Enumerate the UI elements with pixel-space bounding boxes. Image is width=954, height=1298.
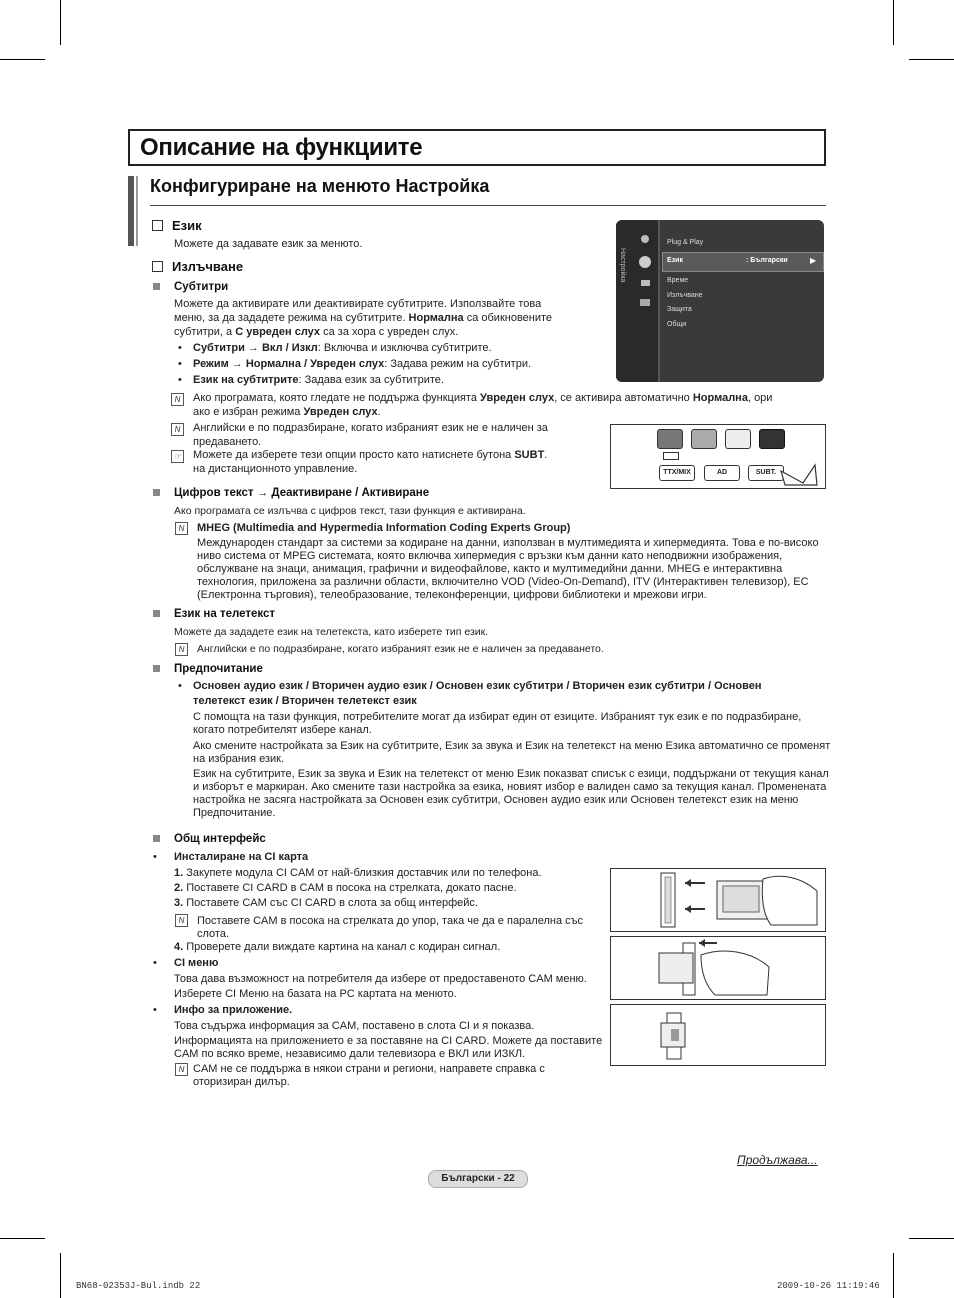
osd-sidebar-divider <box>658 220 660 382</box>
square-bullet-icon <box>153 489 160 496</box>
subt-button: SUBT. <box>748 465 784 481</box>
osd-item-language[interactable]: Език <box>667 257 683 264</box>
osd-selected-row[interactable] <box>662 252 824 272</box>
bullet-icon: • <box>178 374 182 386</box>
note-icon: N <box>171 393 184 406</box>
ci-step-note-b: слота. <box>197 928 230 940</box>
subtitle-note-1b: ако е избран режима Увреден слух. <box>193 406 381 418</box>
picture-icon <box>641 235 649 243</box>
continued-label: Продължава... <box>737 1153 818 1167</box>
footer-timestamp: 2009-10-26 11:19:46 <box>777 1281 880 1291</box>
app-note-a: CAM не се поддържа в някои страни и региони, направете справка с <box>193 1063 545 1075</box>
subtitle-bullet-2: Режим → Нормална / Увреден слух: Задава режим на субтитри. <box>193 358 532 370</box>
note-icon: N <box>171 423 184 436</box>
mheg-line-4: технология, приложена за различни области, включително VOD (Video-On-Demand), ITV (Интерактивен телевизор), EC <box>197 576 809 588</box>
crop-mark <box>0 59 45 60</box>
preference-p3-3: настройка не засяга настройката за Основен език субтитри, Основен аудио език или Основен телетекст език на меню <box>193 794 799 806</box>
subtitle-bullet-3: Език на субтитрите: Задава език за субтитрите. <box>193 374 444 386</box>
subtitle-note-1a: Ако програмата, която гледате не поддържа функцията Увреден слух, се активира автоматично Нормална, ори <box>193 392 773 404</box>
color-key-green <box>691 429 717 449</box>
subtitles-text-c: субтитри, а С увреден слух са за хора с увреден слух. <box>174 326 459 338</box>
teletext-lang-heading: Език на телетекст <box>174 608 276 620</box>
ci-card-figure-1 <box>610 868 826 932</box>
section-divider <box>150 205 826 206</box>
ci-step-1: 1. Закупете модула CI CAM от най-близкия доставчик или по телефона. <box>174 867 542 879</box>
color-key-red <box>657 429 683 449</box>
page-title: Описание на функциите <box>140 134 423 161</box>
ci-step-4: 4. Проверете дали виждате картина на канал с кодиран сигнал. <box>174 941 501 953</box>
preference-p1-2: когато потребителят избере канал. <box>193 724 372 736</box>
language-text: Можете да задавате език за менюто. <box>174 238 363 250</box>
color-key-yellow <box>725 429 751 449</box>
mheg-title: MHEG (Multimedia and Hypermedia Information Coding Experts Group) <box>197 522 571 534</box>
ci-card-figure-3 <box>610 1004 826 1066</box>
section-bar-accent <box>136 176 138 246</box>
app-icon <box>640 299 650 306</box>
mheg-line-5: (Електронна търговия), телеобразование, телеконференции, цифрови библиотеки и мрежови игри. <box>197 589 707 601</box>
preference-p3-2: и изборът е маркиран. Ако смените тази настройка за езика, новият избор е валиден само за текущия канал. Променената <box>193 781 827 793</box>
subtitles-text-b: меню, за да зададете режима на субтитрите. Нормална са обикновените <box>174 312 553 324</box>
hand-note-icon: ☞ <box>171 450 184 463</box>
square-bullet-icon <box>153 283 160 290</box>
bullet-icon: • <box>178 358 182 370</box>
heading-broadcast-label: Излъчване <box>172 259 244 274</box>
bullet-icon: • <box>153 957 157 969</box>
checkbox-square-icon <box>152 220 163 231</box>
app-info-text-1: Това съдържа информация за CAM, поставено в слота CI и я показва. <box>174 1020 535 1032</box>
square-bullet-icon <box>153 835 160 842</box>
digital-text-heading: Цифров текст → Деактивиране / Активиране <box>174 487 430 499</box>
ttx-mix-button: TTX/MIX <box>659 465 695 481</box>
bullet-icon: • <box>178 342 182 354</box>
preference-p2-2: на избрания език. <box>193 753 285 765</box>
ci-menu-text-2: Изберете CI Меню на базата на PC картата на менюто. <box>174 988 457 1000</box>
ad-button: AD <box>704 465 740 481</box>
cam-inserted-illustration <box>611 1005 825 1065</box>
input-icon <box>641 280 650 286</box>
preference-bullet-b: телетекст език / Вторичен телетекст език <box>193 695 417 707</box>
app-info-heading: Инфо за приложение. <box>174 1004 293 1016</box>
ci-step-3: 3. Поставете CAM със CI CARD в слота за общ интерфейс. <box>174 897 478 909</box>
pointing-hand-icon <box>779 461 819 487</box>
heading-broadcast <box>152 259 243 274</box>
ci-menu-heading: CI меню <box>174 957 219 969</box>
preference-p3-4: Предпочитание. <box>193 807 276 819</box>
crop-mark <box>60 1253 61 1298</box>
digital-text-desc: Ако програмата се излъчва с цифров текст, тази функция е активирана. <box>174 505 526 517</box>
crop-mark <box>909 1238 954 1239</box>
subtitle-note-3b: на дистанционното управление. <box>193 463 358 475</box>
color-key-blue <box>759 429 785 449</box>
footer-file: BN68-02353J-Bul.indb 22 <box>76 1281 201 1291</box>
mheg-line-1: Международен стандарт за системи за кодиране на данни, използван в мултимедията и хипермедията. Това е по-високо <box>197 537 819 549</box>
osd-menu-screenshot <box>616 220 824 382</box>
bullet-icon: • <box>178 680 182 692</box>
bullet-icon: • <box>153 1004 157 1016</box>
osd-sidebar <box>616 220 658 382</box>
teletext-lang-note: Английски е по подразбиране, когато избраният език не е наличен за предаването. <box>197 643 604 655</box>
section-bar <box>128 176 134 246</box>
crop-mark <box>893 1253 894 1298</box>
crop-mark <box>60 0 61 45</box>
osd-item-language-value: : Български <box>746 257 788 264</box>
ttx-icon <box>663 452 679 460</box>
crop-mark <box>0 1238 45 1239</box>
heading-language <box>152 218 202 233</box>
ci-card-insert-illustration <box>611 869 825 931</box>
subtitle-bullet-1: Субтитри → Вкл / Изкл: Включва и изключва субтитрите. <box>193 342 492 354</box>
subtitle-note-3a: Можете да изберете тези опции просто като натиснете бутона SUBT. <box>193 449 548 461</box>
teletext-lang-text: Можете да зададете език на телетекста, като изберете тип език. <box>174 626 489 638</box>
page-title-box <box>128 129 826 166</box>
app-note-b: оторизиран дилър. <box>193 1076 290 1088</box>
osd-item-time[interactable]: Време <box>667 277 689 284</box>
checkbox-square-icon <box>152 261 163 272</box>
osd-item-plug-play[interactable]: Plug & Play <box>667 239 704 246</box>
ci-install-heading: Инсталиране на CI карта <box>174 851 309 863</box>
arrow-right-icon: ▶ <box>810 256 817 265</box>
cam-insert-illustration <box>611 937 825 999</box>
subtitles-text-a: Можете да активирате или деактивирате субтитрите. Използвайте това <box>174 298 542 310</box>
app-info-text-3: CAM по всяко време, независимо дали телевизора е ВКЛ или ИЗКЛ. <box>174 1048 526 1060</box>
subtitle-note-2a: Английски е по подразбиране, когато избраният език не е наличен за <box>193 422 548 434</box>
note-icon: N <box>175 643 188 656</box>
note-icon: N <box>175 522 188 535</box>
crop-mark <box>893 0 894 45</box>
osd-vertical-label: Настройка <box>619 248 626 283</box>
ci-step-note-a: Поставете CAM в посока на стрелката до упор, така че да е паралелна със <box>197 915 584 927</box>
osd-item-broadcast[interactable]: Излъчване <box>667 292 703 299</box>
preference-p3-1: Език на субтитрите, Език за звука и Език на телетекст от меню Език показват списък с езици, поддържани от текущия канал <box>193 768 829 780</box>
osd-item-general[interactable]: Общи <box>667 321 687 328</box>
preference-p1-1: С помощта на тази функция, потребителите могат да избират един от езиците. Избраният тук език е по подразбиране, <box>193 711 802 723</box>
ci-step-2: 2. Поставете CI CARD в CAM в посока на стрелката, докато пасне. <box>174 882 517 894</box>
ci-card-figure-2 <box>610 936 826 1000</box>
subtitle-note-2b: предаването. <box>193 436 262 448</box>
page-number-badge: Български - 22 <box>428 1170 528 1188</box>
preference-bullet-a: Основен аудио език / Вторичен аудио език / Основен език субтитри / Вторичен език субтитри / Основен <box>193 680 762 692</box>
mheg-line-2: ниво система от MPEG системата, която включва хипермедия с връзки към данни като неподвижни изображения, <box>197 550 783 562</box>
section-title: Конфигуриране на менюто Настройка <box>150 176 490 196</box>
square-bullet-icon <box>153 610 160 617</box>
osd-item-security[interactable]: Защита <box>667 306 692 313</box>
preference-heading: Предпочитание <box>174 663 263 675</box>
gear-icon <box>639 256 651 268</box>
mheg-line-3: обслужване на знаци, анимация, графични и видеофайлове, както и мултимедийни данни. MHEG е интерактивна <box>197 563 783 575</box>
heading-language-label: Език <box>172 218 202 233</box>
crop-mark <box>909 59 954 60</box>
subtitles-heading: Субтитри <box>174 281 229 293</box>
preference-p2-1: Ако смените настройката за Език на субтитрите, Език за звука и Език на телетекст на меню Езика автоматично се променят <box>193 740 831 752</box>
bullet-icon: • <box>153 851 157 863</box>
note-icon: N <box>175 1063 188 1076</box>
ci-menu-text-1: Това дава възможност на потребителя да избере от предоставеното CAM меню. <box>174 973 587 985</box>
common-interface-heading: Общ интерфейс <box>174 833 266 845</box>
note-icon: N <box>175 914 188 927</box>
square-bullet-icon <box>153 665 160 672</box>
app-info-text-2: Информацията на приложението е за поставяне на CI CARD. Можете да поставите <box>174 1035 603 1047</box>
remote-control-figure <box>610 424 826 489</box>
